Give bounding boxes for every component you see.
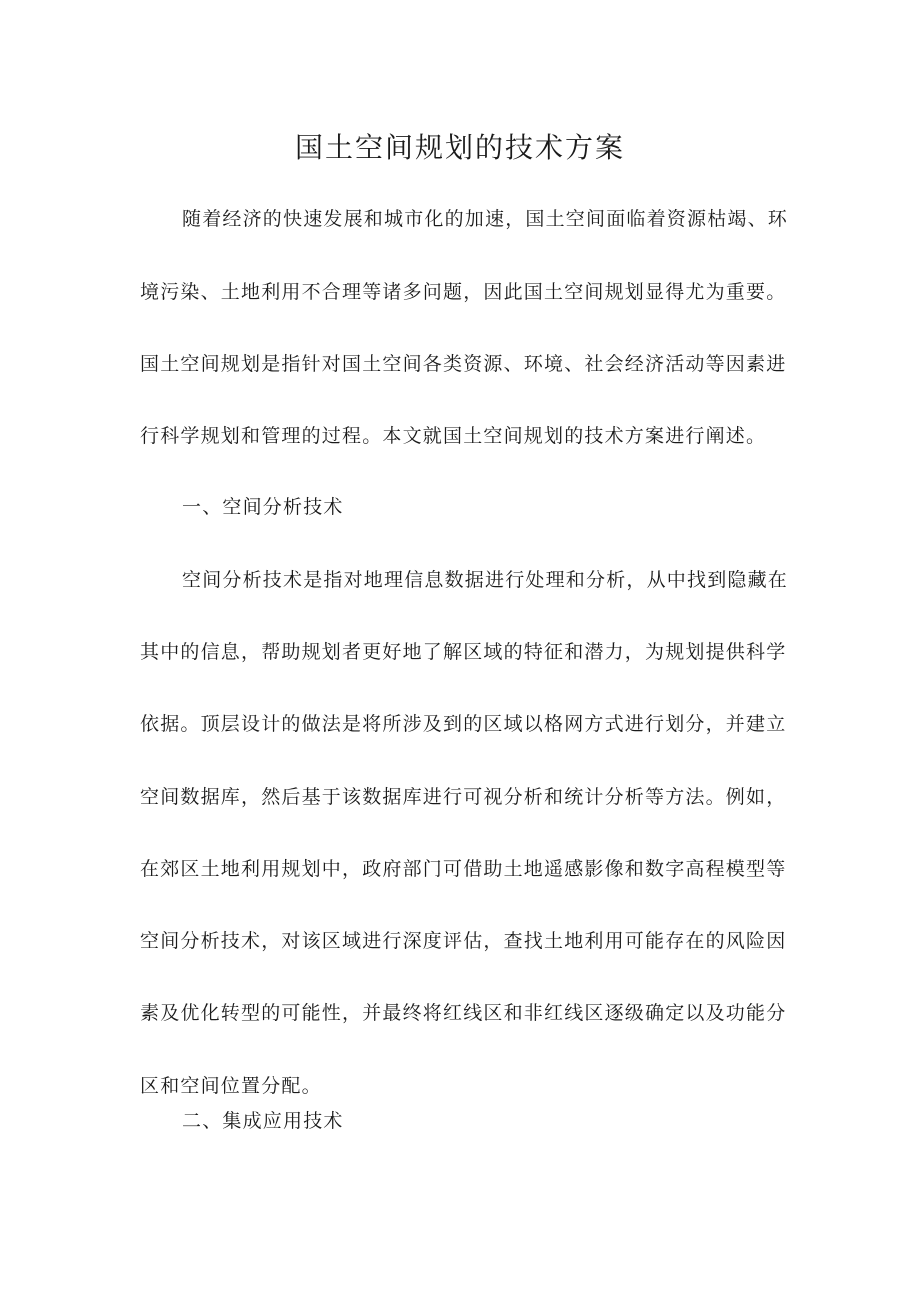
section1-line-6: 空间分析技术，对该区域进行深度评估，查找土地利用可能存在的风险因 [140, 930, 787, 952]
section1-line-4: 空间数据库，然后基于该数据库进行可视分析和统计分析等方法。例如， [140, 786, 787, 808]
section1-line-2: 其中的信息，帮助规划者更好地了解区域的特征和潜力，为规划提供科学 [140, 641, 787, 663]
section1-line-7: 素及优化转型的可能性，并最终将红线区和非红线区逐级确定以及功能分 [140, 1002, 787, 1024]
intro-line-1: 随着经济的快速发展和城市化的加速，国土空间面临着资源枯竭、环 [182, 208, 789, 230]
document-title: 国土空间规划的技术方案 [294, 131, 625, 164]
section1-line-1: 空间分析技术是指对地理信息数据进行处理和分析，从中找到隐藏在 [182, 569, 789, 591]
section1-line-5: 在郊区土地利用规划中，政府部门可借助土地遥感影像和数字高程模型等 [140, 858, 787, 880]
intro-line-3: 国土空间规划是指针对国土空间各类资源、环境、社会经济活动等因素进 [140, 353, 787, 375]
section1-line-8: 区和空间位置分配。 [140, 1075, 322, 1097]
section1-line-3: 依据。顶层设计的做法是将所涉及到的区域以格网方式进行划分，并建立 [140, 713, 787, 735]
section-heading-2: 二、集成应用技术 [182, 1110, 344, 1132]
intro-line-2: 境污染、土地利用不合理等诸多问题，因此国土空间规划显得尤为重要。 [140, 281, 787, 303]
intro-line-4: 行科学规划和管理的过程。本文就国土空间规划的技术方案进行阐述。 [140, 425, 767, 447]
section-heading-1: 一、空间分析技术 [182, 496, 344, 518]
